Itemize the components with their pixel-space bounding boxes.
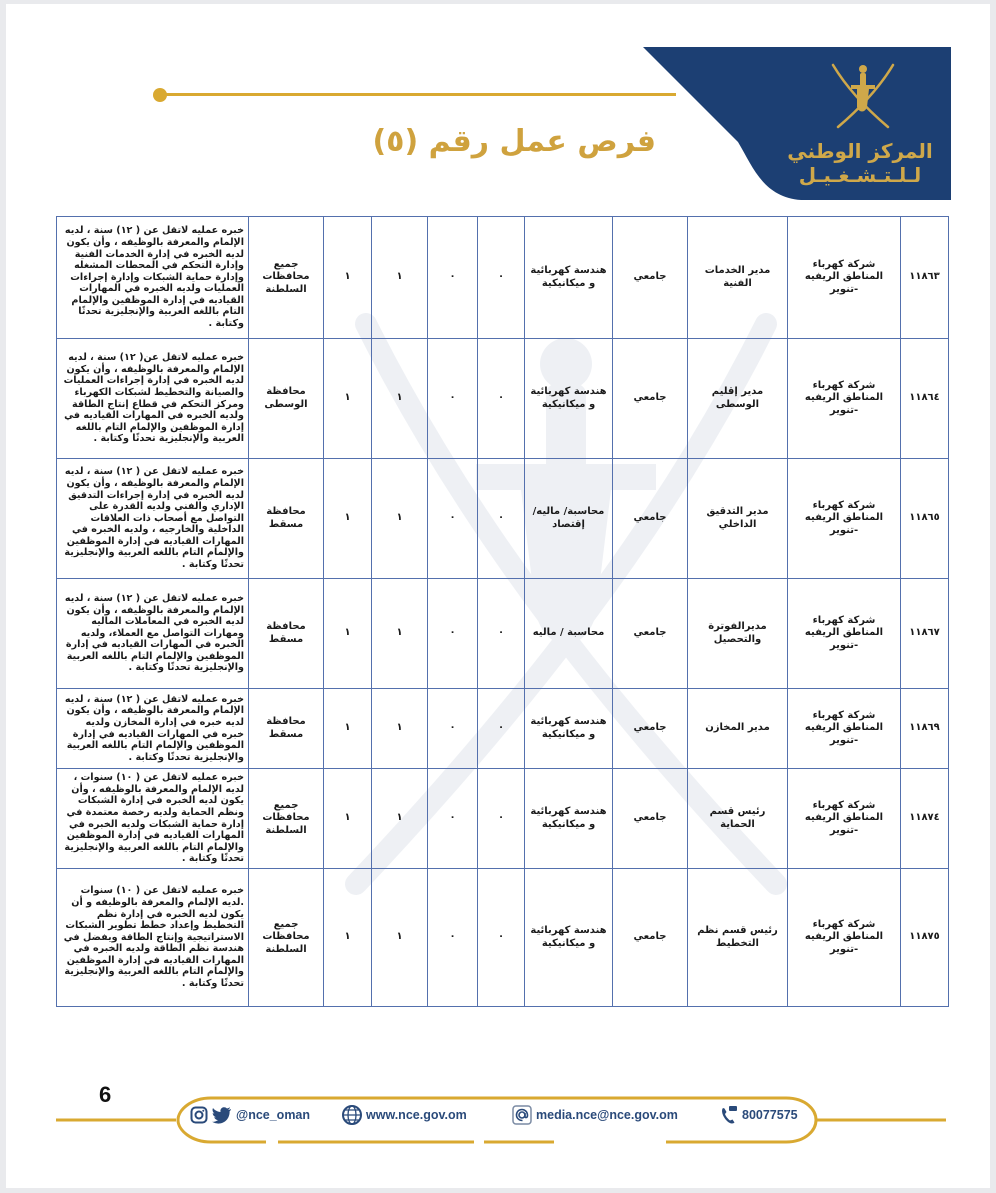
job-title-cell: مديرالفوترة والتحصيل	[688, 579, 788, 689]
job-title-cell: مدير المخازن	[688, 689, 788, 769]
count-cell-b: ٠	[428, 459, 478, 579]
page-title: فرص عمل رقم (٥)	[372, 124, 656, 159]
job-title-cell: مدير إقليم الوسطى	[688, 339, 788, 459]
document-page	[6, 4, 990, 1188]
organization-name	[775, 139, 945, 187]
count-cell-d: ١	[324, 579, 372, 689]
email-link[interactable]: media.nce@nce.gov.om	[536, 1108, 678, 1122]
requirements-cell: خبره عمليه لاتقل عن( ١٢) سنة ، لديه الإلمام والمعرفة بالوظيفه ، وأن يكون لديه الخبره في إدارة إجراءات العمليات والصيانة والتخطيط لشبكات الكهرباء ومركز التحكم في قطاع إنتاج الطاقة ولديه الخبره في المهارات القياديه في إدارة الموظفين والإلمام التام باللغه العربية والإنجليزية تحدثًا وكتابة .	[57, 339, 249, 459]
phone-number[interactable]: 80077575	[742, 1108, 798, 1122]
count-cell-d: ١	[324, 217, 372, 339]
job-id-cell: ١١٨٦٥	[901, 459, 949, 579]
count-cell-d: ١	[324, 459, 372, 579]
job-title-cell: مدير التدقيق الداخلي	[688, 459, 788, 579]
job-id-cell: ١١٨٧٥	[901, 869, 949, 1007]
khanjar-emblem-icon	[823, 55, 903, 135]
count-cell-c: ١	[372, 339, 428, 459]
instagram-icon[interactable]	[190, 1106, 208, 1124]
globe-icon	[342, 1105, 362, 1125]
table-row	[57, 689, 949, 769]
job-title-cell: رئيس قسم نظم التخطيط	[688, 869, 788, 1007]
social-handle[interactable]: @nce_oman	[236, 1108, 311, 1122]
qualification-cell: جامعي	[613, 339, 688, 459]
count-cell-c: ١	[372, 459, 428, 579]
employer-cell: شركة كهرباء المناطق الريفيه -تنوير	[788, 217, 901, 339]
footer-website	[342, 1105, 467, 1125]
qualification-cell: جامعي	[613, 689, 688, 769]
specialization-cell: محاسبة/ ماليه/ إقتصاد	[525, 459, 613, 579]
employer-cell: شركة كهرباء المناطق الريفيه -تنوير	[788, 339, 901, 459]
specialization-cell: هندسة كهربائية و ميكانيكية	[525, 869, 613, 1007]
count-cell-b: ٠	[428, 339, 478, 459]
title-rule	[156, 93, 676, 96]
count-cell-c: ١	[372, 869, 428, 1007]
location-cell: محافظة مسقط	[249, 459, 324, 579]
qualification-cell: جامعي	[613, 769, 688, 869]
job-id-cell: ١١٨٦٣	[901, 217, 949, 339]
page-number: 6	[99, 1082, 112, 1107]
count-cell-b: ٠	[428, 769, 478, 869]
specialization-cell: هندسة كهربائية و ميكانيكية	[525, 769, 613, 869]
job-title-cell: مدير الخدمات الفنية	[688, 217, 788, 339]
footer-phone	[720, 1105, 798, 1125]
phone-icon	[720, 1105, 738, 1125]
location-cell: محافظة مسقط	[249, 579, 324, 689]
count-cell-a: ٠	[478, 339, 525, 459]
location-cell: جميع محافظات السلطنة	[249, 217, 324, 339]
specialization-cell: هندسة كهربائية و ميكانيكية	[525, 339, 613, 459]
logo-block	[643, 47, 951, 200]
job-title-cell: رئيس قسم الحماية	[688, 769, 788, 869]
count-cell-c: ١	[372, 217, 428, 339]
requirements-cell: خبره عمليه لاتقل عن ( ١٢) سنة ، لديه الإلمام والمعرفة بالوظيفه ، وأن يكون لديه الخبره في إدارة الخدمات الفنية وإدارة التحكم في المحطات المشغله وإدارة حماية الشبكات وإدارة إجراءات العمليات ولديه الخبره في المهارات القياديه في إدارة الموظفين والإلمام التام باللغه العربية والإنجليزية تحدثًا وكتابة .	[57, 217, 249, 339]
count-cell-b: ٠	[428, 689, 478, 769]
count-cell-b: ٠	[428, 217, 478, 339]
table-row	[57, 579, 949, 689]
count-cell-a: ٠	[478, 689, 525, 769]
qualification-cell: جامعي	[613, 217, 688, 339]
qualification-cell: جامعي	[613, 579, 688, 689]
org-name-line-2: لـلـتـشـغـيـل	[798, 163, 922, 187]
count-cell-d: ١	[324, 769, 372, 869]
requirements-cell: خبره عمليه لاتقل عن ( ١٠) سنوات .لديه الإلمام والمعرفة بالوظيفه و أن يكون لديه الخبره في إدارة نظم التخطيط وإعداد خطط تطوير الشبكات الاستراتيجية وإنتاج الطاقة ويفضل في هندسة نظم الطاقة ولديه الخبره في المهارات القياديه في إدارة الموظفين والإلمام التام باللغه العربية والإنجليزية تحدثًا وكتابة .	[57, 869, 249, 1007]
specialization-cell: محاسبة / ماليه	[525, 579, 613, 689]
requirements-cell: خبره عمليه لاتقل عن ( ١٢) سنة ، لديه الإلمام والمعرفة بالوظيفه ، وأن يكون لديه خبره في إدارة المخازن ولديه خبره في المهارات القياديه في إدارة الموظفين والإلمام التام باللغه العربية والإنجليزية تحدثًا وكتابة .	[57, 689, 249, 769]
location-cell: محافظة الوسطى	[249, 339, 324, 459]
requirements-cell: خبره عمليه لاتقل عن ( ١٢) سنة ، لديه الإلمام والمعرفة بالوظيفه ، وأن يكون لديه الخبره في المعاملات الماليه ومهارات التواصل مع العملاء، ولديه الخبره في المهارات القياديه في إدارة الموظفين والإلمام التام باللغه العربية والإنجليزية تحدثًا وكتابة .	[57, 579, 249, 689]
location-cell: جميع محافظات السلطنة	[249, 769, 324, 869]
specialization-cell: هندسة كهربائية و ميكانيكية	[525, 689, 613, 769]
count-cell-a: ٠	[478, 869, 525, 1007]
title-rule-dot	[153, 88, 167, 102]
location-cell: محافظة مسقط	[249, 689, 324, 769]
employer-cell: شركة كهرباء المناطق الريفيه -تنوير	[788, 869, 901, 1007]
qualification-cell: جامعي	[613, 459, 688, 579]
table-row	[57, 869, 949, 1007]
org-name-line-1: المركز الوطني	[787, 139, 933, 163]
count-cell-a: ٠	[478, 769, 525, 869]
employer-cell: شركة كهرباء المناطق الريفيه -تنوير	[788, 689, 901, 769]
job-listings-table	[56, 216, 949, 1007]
job-id-cell: ١١٨٦٩	[901, 689, 949, 769]
count-cell-d: ١	[324, 869, 372, 1007]
employer-cell: شركة كهرباء المناطق الريفيه -تنوير	[788, 769, 901, 869]
website-link[interactable]: www.nce.gov.om	[366, 1108, 467, 1122]
at-sign-icon	[512, 1105, 532, 1125]
specialization-cell: هندسة كهربائية و ميكانيكية	[525, 217, 613, 339]
footer-social	[190, 1105, 310, 1125]
count-cell-d: ١	[324, 339, 372, 459]
count-cell-b: ٠	[428, 579, 478, 689]
footer-email	[512, 1105, 678, 1125]
count-cell-a: ٠	[478, 217, 525, 339]
count-cell-b: ٠	[428, 869, 478, 1007]
table-row	[57, 459, 949, 579]
location-cell: جميع محافظات السلطنة	[249, 869, 324, 1007]
employer-cell: شركة كهرباء المناطق الريفيه -تنوير	[788, 579, 901, 689]
qualification-cell: جامعي	[613, 869, 688, 1007]
table-row	[57, 217, 949, 339]
requirements-cell: خبره عمليه لاتقل عن ( ١٠) سنوات ، لديه الإلمام والمعرفة بالوظيفه ، وأن يكون لديه الخبره في إدارة الشبكات ونظم الحماية ولديه رخصة معتمدة في إدارة حماية الشبكات ولديه الخبره في المهارات القياديه في إدارة الموظفين والإلمام التام باللغه العربية والإنجليزية تحدثًا وكتابة .	[57, 769, 249, 869]
table-row	[57, 769, 949, 869]
footer-frame	[6, 1084, 990, 1144]
job-id-cell: ١١٨٦٧	[901, 579, 949, 689]
count-cell-a: ٠	[478, 459, 525, 579]
table-row	[57, 339, 949, 459]
job-id-cell: ١١٨٦٤	[901, 339, 949, 459]
twitter-icon[interactable]	[212, 1106, 232, 1124]
count-cell-d: ١	[324, 689, 372, 769]
count-cell-c: ١	[372, 689, 428, 769]
job-id-cell: ١١٨٧٤	[901, 769, 949, 869]
count-cell-a: ٠	[478, 579, 525, 689]
count-cell-c: ١	[372, 769, 428, 869]
requirements-cell: خبره عمليه لاتقل عن ( ١٢) سنة ، لديه الإلمام والمعرفة بالوظيفه ، وأن يكون لديه الخبره في إدارة إجراءات التدقيق الإداري والفني ولديه القدرة على التواصل مع أصحاب ذات العلاقات الداخلية والخارجيه ، ولديه الخبره في المهارات القياديه في إدارة الموظفين والإلمام التام باللغه العربية والإنجليزية تحدثًا وكتابة .	[57, 459, 249, 579]
count-cell-c: ١	[372, 579, 428, 689]
employer-cell: شركة كهرباء المناطق الريفيه -تنوير	[788, 459, 901, 579]
